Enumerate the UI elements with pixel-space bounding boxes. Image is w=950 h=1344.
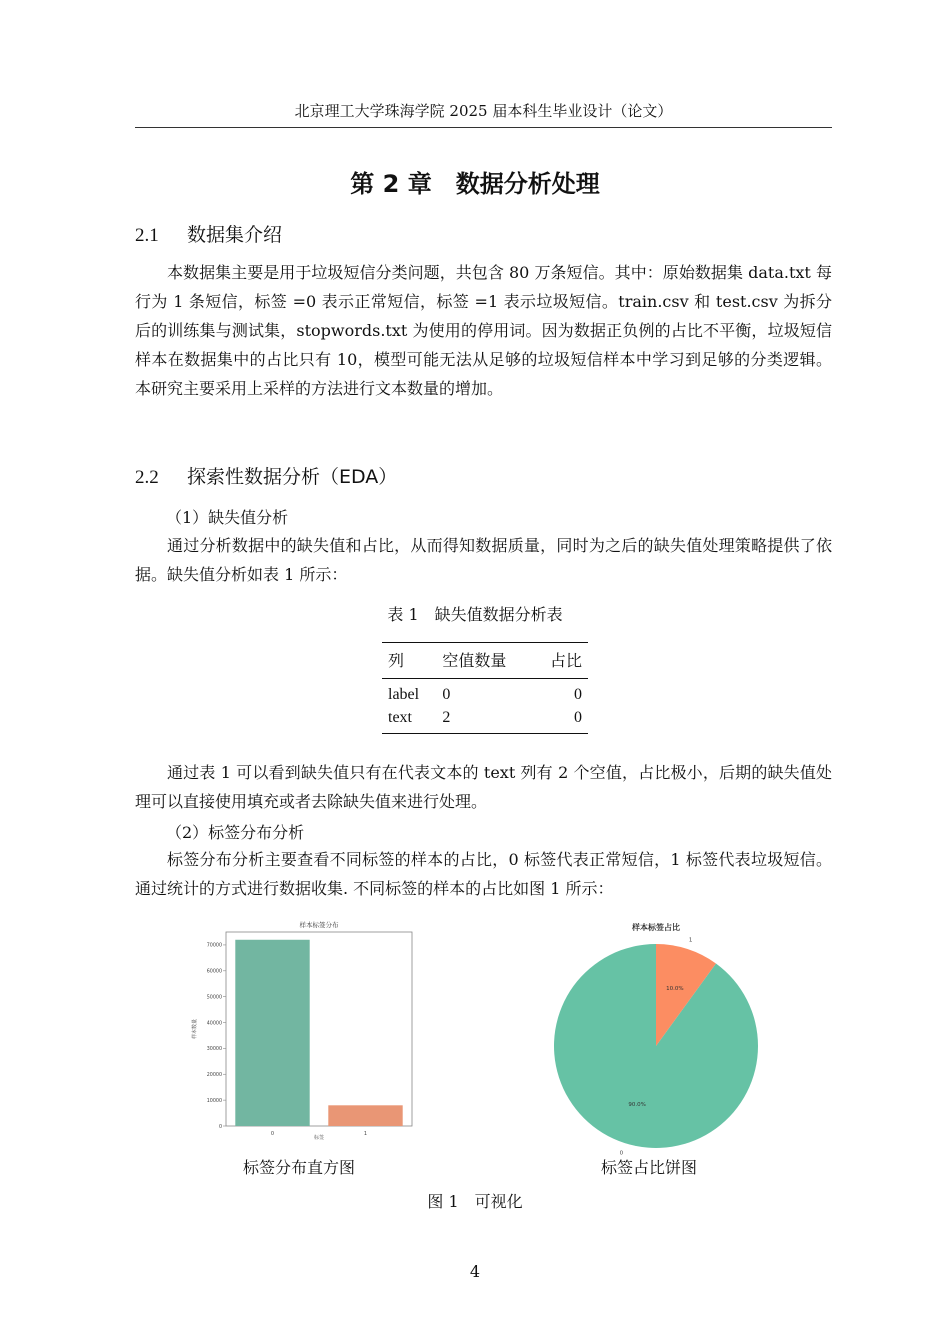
- section-heading-2-2: [135, 462, 397, 489]
- bar-chart-xlabel: 标签: [313, 1135, 325, 1141]
- bar-chart-label: 标签分布直方图: [243, 1158, 356, 1177]
- table-row: [382, 679, 588, 707]
- page-number: 4: [469, 1262, 481, 1281]
- bar-chart-ylabel: 样本数量: [192, 1018, 198, 1040]
- chapter-title: 第 2 章 数据分析处理: [350, 170, 600, 198]
- pie-pct-label: 10.0%: [666, 985, 684, 992]
- y-tick-label: 60000: [206, 969, 222, 975]
- table-cell: label: [388, 686, 420, 703]
- y-tick-label: 0: [218, 1124, 222, 1130]
- section-number: 2.2: [135, 467, 159, 488]
- bar-chart-title: 样本标签分布: [299, 921, 339, 929]
- table-cell: 2: [442, 709, 451, 726]
- table-cell: text: [388, 709, 412, 726]
- pie-chart: [548, 915, 768, 1157]
- bar-chart: [190, 918, 422, 1140]
- section-title-text: 探索性数据分析（EDA）: [187, 466, 398, 488]
- subsection-missing-values: （1）缺失值分析: [166, 508, 289, 527]
- table-header-cell: 列: [388, 651, 405, 670]
- pie-chart-title: 样本标签占比: [632, 923, 680, 932]
- section-number: 2.1: [135, 225, 159, 246]
- dataset-intro-paragraph: 本数据集主要是用于垃圾短信分类问题，共包含 80 万条短信。其中：原始数据集 data.txt 每行为 1 条短信，标签 =0 表示正常短信，标签 =1 表示垃圾短信。train.csv 和 test.csv 为拆分后的训练集与测试集，stopwords.txt 为使用的停用词。因为数据正负例的占比不平衡，垃圾短信样本在数据集中的占比只有 10，模型可能无法从足够的垃圾短信样本中学习到足够的分类逻辑。本研究主要采用上采样的方法进行文本数量的增加。: [135, 263, 832, 398]
- missing-values-table: [382, 642, 588, 734]
- pie-pct-label: 90.0%: [628, 1102, 646, 1109]
- bar-0: [235, 940, 309, 1126]
- table-caption: 表 1 缺失值数据分析表: [387, 605, 563, 624]
- bar-1: [328, 1105, 402, 1126]
- y-tick-label: 30000: [206, 1047, 222, 1053]
- y-tick-label: 10000: [206, 1098, 222, 1104]
- y-tick-label: 70000: [206, 943, 222, 949]
- pie-category-label: 1: [688, 937, 693, 944]
- page-header: 北京理工大学珠海学院 2025 届本科生毕业设计（论文）: [135, 100, 832, 128]
- subsection-label-distribution: （2）标签分布分析: [166, 823, 305, 842]
- figure-caption: 图 1 可视化: [427, 1192, 523, 1211]
- table-header-cell: 占比: [549, 651, 582, 670]
- table-row: [382, 706, 588, 734]
- y-tick-label: 20000: [206, 1073, 222, 1079]
- label-distribution-paragraph: 标签分布分析主要查看不同标签的样本的占比，0 标签代表正常短信，1 标签代表垃圾短信。通过统计的方式进行数据收集. 不同标签的样本的占比如图 1 所示：: [135, 850, 832, 898]
- table-cell: 0: [442, 686, 451, 703]
- table-cell: 0: [574, 709, 582, 726]
- after-table-paragraph: 通过表 1 可以看到缺失值只有在代表文本的 text 列有 2 个空值，占比极小，后期的缺失值处理可以直接使用填充或者去除缺失值来进行处理。: [135, 763, 832, 811]
- table-header-row: [382, 643, 588, 679]
- section-heading-2-1: [135, 220, 282, 247]
- pie-chart-label: 标签占比饼图: [601, 1158, 698, 1177]
- table-header-cell: 空值数量: [442, 651, 507, 670]
- x-tick-label: 0: [270, 1131, 275, 1137]
- y-tick-label: 40000: [206, 1021, 222, 1027]
- section-title-text: 数据集介绍: [187, 224, 283, 246]
- table-cell: 0: [574, 686, 582, 703]
- x-tick-label: 1: [363, 1131, 368, 1137]
- missing-values-paragraph: 通过分析数据中的缺失值和占比，从而得知数据质量，同时为之后的缺失值处理策略提供了依据。缺失值分析如表 1 所示：: [135, 536, 832, 584]
- pie-category-label: 0: [619, 1150, 624, 1157]
- y-tick-label: 50000: [206, 995, 222, 1001]
